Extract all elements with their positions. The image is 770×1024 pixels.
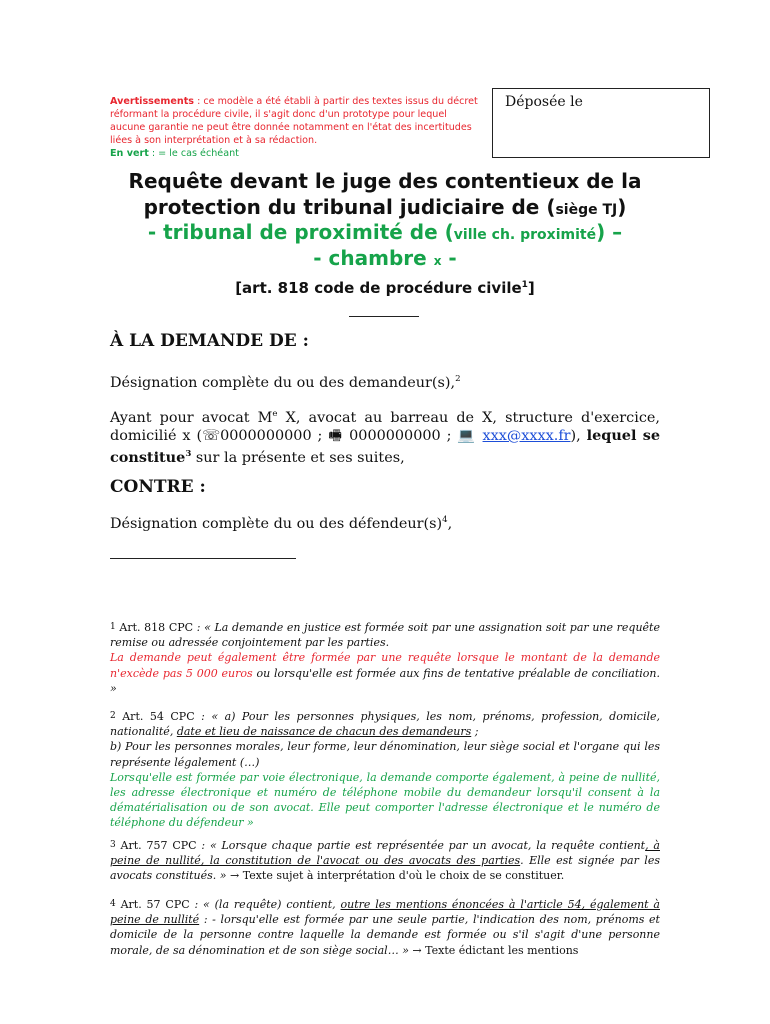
title-line-3-placeholder: ville ch. proximité <box>453 227 597 243</box>
avocat-text-2: X, avocat au barreau de X, structure d'exercice, domicilié x ( <box>110 409 660 444</box>
footnote-4-underlined: outre les mentions énoncées à l'article 54, également à peine de nullité <box>110 898 660 927</box>
email-link[interactable]: xxx@xxxx.fr <box>482 427 571 444</box>
footnote-4-number: 4 <box>110 899 116 909</box>
article-reference-text: [art. 818 code de procédure civile <box>235 279 522 297</box>
title-line-4-placeholder: x <box>433 254 442 268</box>
phone-number: 0000000000 ; <box>220 427 329 444</box>
footnote-4-ref: Art. 57 CPC <box>115 898 190 911</box>
footnote-1-ref: Art. 818 CPC <box>115 621 194 634</box>
green-legend-text: : = le cas échéant <box>148 148 239 159</box>
footnote-3-quote-1: : « Lorsque chaque partie est représentée par un avocat, la requête contient <box>196 839 646 852</box>
title-line-3-main: - tribunal de proximité de ( <box>147 220 454 244</box>
constitution-text: lequel se constitue <box>110 426 661 466</box>
deposit-box <box>492 88 710 158</box>
computer-icon: 💻 <box>457 427 477 444</box>
contre-heading: CONTRE : <box>110 477 206 497</box>
defendeur-paragraph <box>110 511 660 533</box>
footnote-2-number: 2 <box>110 711 116 721</box>
footnote-1-number: 1 <box>110 622 116 632</box>
footnote-3-underlined: , à peine de nullité, la constitution de l'avocat ou des avocats des parties <box>110 839 660 868</box>
defendeur-text: Désignation complète du ou des défendeur(s) <box>110 515 443 532</box>
title-line-2-end: ) <box>617 195 627 219</box>
footnote-3-ref: Art. 757 CPC <box>115 839 197 852</box>
footnote-3-number: 3 <box>110 840 116 850</box>
footnote-1-red-text: La demande peut également être formée par une requête lorsque le montant de la demande n'excède pas 5 000 euros <box>110 651 660 680</box>
title-line-3-end: ) – <box>596 220 623 244</box>
title-line-1: Requête devant le juge des contentieux de la <box>128 169 642 193</box>
fax-icon: 🖷 <box>328 427 344 444</box>
maitre-superscript: e <box>272 409 278 419</box>
footnote-2-green-text: Lorsqu'elle est formée par voie électronique, la demande comporte également, à peine de nullité, les adresse électronique et numéro de téléphone mobile du demandeur lorsqu'il consent à la dématérialisation ou de son avocat. Elle peut comporter l'adresse électronique et le numéro de téléphone du défendeur » <box>110 770 660 830</box>
deposit-label: Déposée le <box>505 94 583 110</box>
demandeur-paragraph <box>110 370 660 392</box>
footnote-ref-2[interactable]: 2 <box>455 374 461 384</box>
footnote-ref-3[interactable]: 3 <box>185 448 192 459</box>
footnote-4 <box>110 897 660 958</box>
footnote-4-quote-2: : - lorsqu'elle est formée par une seule partie, l'indication des nom, prénoms et domicile de la personne contre laquelle la demande est formée ou s'il s'agit d'une personne morale, de sa dénomination et de son siège social… » <box>110 913 660 957</box>
footnote-1 <box>110 620 660 696</box>
footnote-3-end: Texte sujet à interprétation d'où le choix de se constituer. <box>239 869 565 883</box>
footnote-2-quote-2: ; <box>471 725 479 739</box>
arrow-icon: → <box>412 943 422 957</box>
warning-label: Avertissements <box>110 96 195 107</box>
footnote-1-end: ou lorsqu'elle est formée aux fins de tentative préalable de conciliation. » <box>110 666 660 695</box>
avocat-text-3: ), <box>570 427 587 444</box>
demande-heading: À LA DEMANDE DE : <box>110 331 309 351</box>
footnote-separator <box>110 558 296 559</box>
footnote-3 <box>110 838 660 884</box>
demandeur-text: Désignation complète du ou des demandeur(s), <box>110 374 456 391</box>
avocat-paragraph <box>110 405 660 467</box>
title-line-3 <box>0 219 770 248</box>
footnote-2-ref: Art. 54 CPC <box>115 710 195 723</box>
article-reference-end: ] <box>527 279 535 297</box>
title-line-4-end: - <box>441 246 457 270</box>
footnote-2 <box>110 709 660 831</box>
fax-number: 0000000000 ; <box>343 427 458 444</box>
footnote-2-quote-3: b) Pour les personnes morales, leur forme, leur dénomination, leur siège social et l'organe qui les représente légalement (…) <box>110 740 660 769</box>
title-line-4-main: - chambre <box>313 246 434 270</box>
footnote-2-underlined: date et lieu de naissance de chacun des demandeurs <box>176 725 472 739</box>
footnote-3-quote-2: . Elle est signée par les avocats constitués. » <box>110 854 660 883</box>
footnote-4-end: Texte édictant les mentions <box>421 943 579 957</box>
warning-note <box>110 95 482 160</box>
defendeur-end: , <box>447 515 453 532</box>
avocat-text-4: sur la présente et ses suites, <box>191 449 405 466</box>
footnote-1-quote: : « La demande en justice est formée soit par une assignation soit par une requête remise ou adressée conjointement par les parties. <box>110 621 660 650</box>
green-legend-label: En vert <box>110 148 149 159</box>
article-reference <box>0 275 770 298</box>
footnote-2-quote-1: : « a) Pour les personnes physiques, les nom, prénoms, profession, domicile, nationalité, <box>110 710 660 739</box>
arrow-icon: → <box>230 869 240 883</box>
title-line-4 <box>0 245 770 274</box>
title-line-2-main: protection du tribunal judiciaire de ( <box>143 195 556 219</box>
title-line-2-placeholder: siège TJ <box>555 202 618 218</box>
footnote-ref-1[interactable]: 1 <box>521 280 528 290</box>
avocat-text-1: Ayant pour avocat M <box>110 409 273 426</box>
warning-text: : ce modèle a été établi à partir des textes issus du décret réformant la procédure civile, il s'agit donc d'un prototype pour lequel aucune garantie ne peut être donnée notamment en l'état des incertitudes liées à son interprétation et à sa rédaction. <box>110 96 478 146</box>
title-separator <box>349 316 419 317</box>
footnote-4-quote-1: : « (la requête) contient, <box>189 898 341 911</box>
phone-icon: ☏ <box>202 427 221 444</box>
footnote-ref-4[interactable]: 4 <box>442 515 448 525</box>
